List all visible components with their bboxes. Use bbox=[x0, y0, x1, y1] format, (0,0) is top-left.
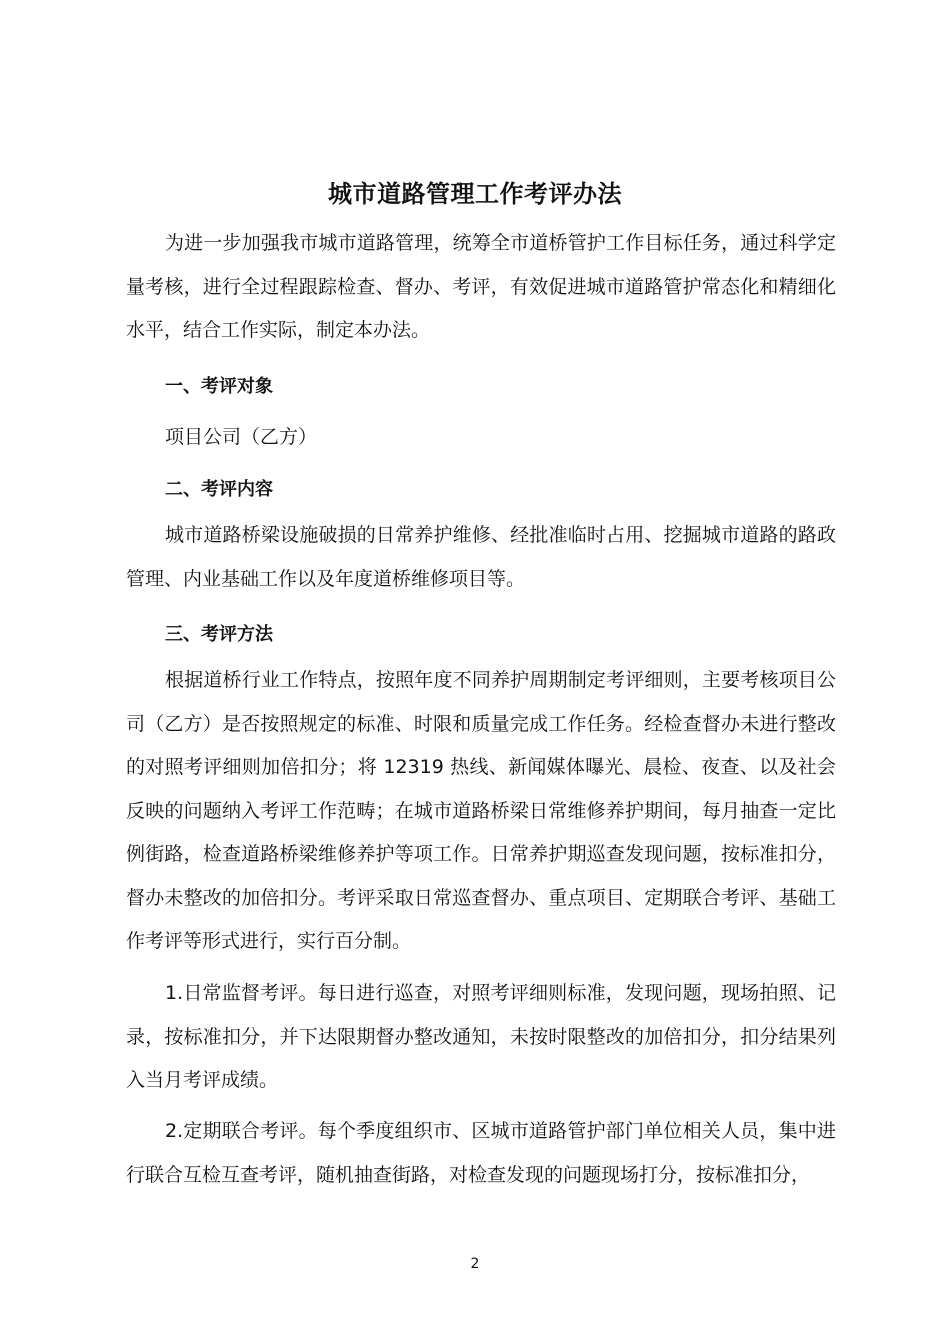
evaluation-method-paragraph: 根据道桥行业工作特点，按照年度不同养护周期制定考评细则，主要考核项目公司（乙方）是否按照规定的标准、时限和质量完成工作任务。经检查督办未进行整改的对照考评细则加倍扣分；将 12319 热线、新闻媒体曝光、晨检、夜查、以及社会反映的问题纳入考评工作范畴；在城市道路桥梁日常维修养护期间，每月抽查一定比例街路，检查道路桥梁维修养护等项工作。日常养护期巡查发现问题，按标准扣分，督办未整改的加倍扣分。考评采取日常巡查督办、重点项目、定期联合考评、基础工作考评等形式进行，实行百分制。 bbox=[126, 669, 836, 952]
section-heading-evaluation-target: 一、考评对象 bbox=[165, 376, 273, 397]
intro-paragraph: 为进一步加强我市城市道路管理，统筹全市道桥管护工作目标任务，通过科学定量考核，进行全过程跟踪检查、督办、考评，有效促进城市道路管护常态化和精细化水平，结合工作实际，制定本办法。 bbox=[126, 232, 836, 341]
page-number: 2 bbox=[470, 1256, 480, 1272]
document-title: 城市道路管理工作考评办法 bbox=[328, 180, 622, 208]
daily-supervision-paragraph: 1.日常监督考评。每日进行巡查，对照考评细则标准，发现问题，现场拍照、记录，按标准扣分，并下达限期督办整改通知，未按时限整改的加倍扣分，扣分结果列入当月考评成绩。 bbox=[126, 982, 836, 1091]
evaluation-target-text: 项目公司（乙方） bbox=[165, 426, 318, 448]
section-heading-evaluation-content: 二、考评内容 bbox=[165, 479, 273, 500]
joint-evaluation-paragraph: 2.定期联合考评。每个季度组织市、区城市道路管护部门单位相关人员，集中进行联合互检互查考评，随机抽查街路，对检查发现的问题现场打分，按标准扣分， bbox=[126, 1120, 836, 1186]
evaluation-content-paragraph: 城市道路桥梁设施破损的日常养护维修、经批准临时占用、挖掘城市道路的路政管理、内业基础工作以及年度道桥维修项目等。 bbox=[126, 524, 836, 590]
section-heading-evaluation-method: 三、考评方法 bbox=[165, 624, 273, 645]
